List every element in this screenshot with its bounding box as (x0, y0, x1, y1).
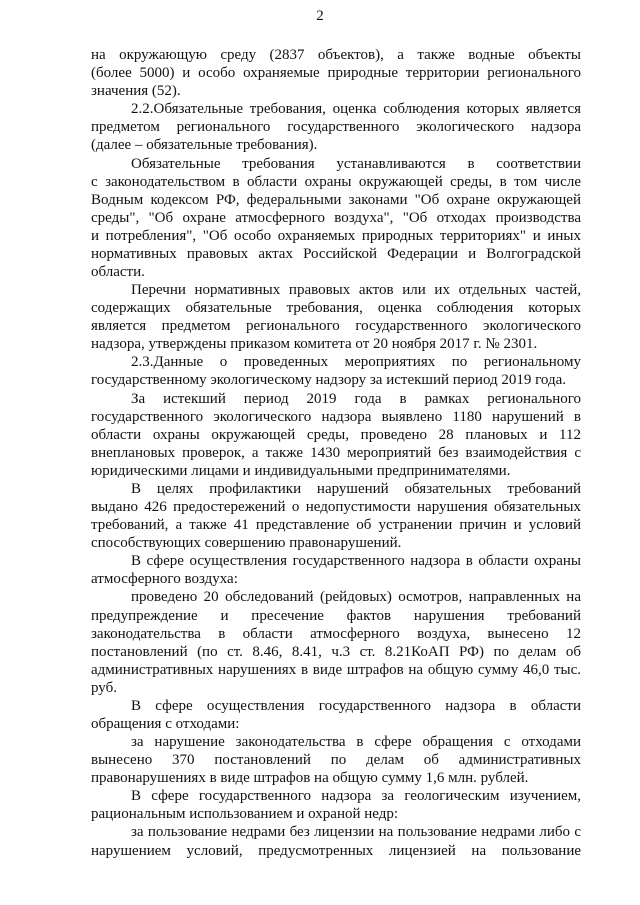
text-line: значения (52). (91, 83, 181, 100)
text-line: требований, а также 41 представление об устранении причин и условий (91, 517, 581, 534)
text-line: 2.2.Обязательные требования, оценка соблюдения которых является (131, 101, 581, 118)
text-line: за нарушение законодательства в сфере обращения с отходами (131, 734, 581, 750)
text-line: выдано 426 предостережений о недопустимости нарушения обязательных (91, 499, 581, 515)
text-line: Перечни нормативных правовых актов или их отдельных частей, (131, 282, 581, 298)
text-line: и потребления", "Об особо охраняемых природных территориях" и иных (91, 227, 581, 244)
text-line: области. (91, 264, 145, 280)
text-line: с законодательством в области охраны окружающей среды, в том числе (91, 173, 581, 190)
text-line: внеплановых проверок, а также 1430 мероприятий без взаимодействия с (91, 444, 581, 461)
text-line: нарушением условий, предусмотренных лицензией на пользование (91, 842, 581, 859)
text-line: на окружающую среду (2837 объектов), а также водные объекты (91, 47, 581, 63)
text-line: Обязательные требования устанавливаются в соответствии (131, 155, 581, 172)
text-line: юридическими лицами и индивидуальными предпринимателями. (91, 462, 511, 479)
text-line: рациональным использованием и охраной недр: (91, 806, 399, 823)
text-line: Водным кодексом РФ, федеральными законами "Об охране окружающей (91, 191, 581, 208)
text-line: атмосферного воздуха: (91, 571, 238, 588)
page-number: 2 (316, 8, 324, 24)
text-line: проведено 20 обследований (рейдовых) осмотров, направленных на (131, 589, 581, 606)
text-line: (далее – обязательные требования). (91, 137, 318, 154)
text-line: вынесено 370 постановлений по делам об административных (91, 752, 581, 769)
text-line: За истекший период 2019 года в рамках регионального (131, 390, 581, 407)
text-line: 2.3.Данные о проведенных мероприятиях по региональному (131, 354, 581, 371)
text-line: нормативных правовых актах Российской Федерации и Волгоградской (91, 245, 581, 262)
text-line: В целях профилактики нарушений обязательных требований (131, 480, 581, 497)
text-line: предметом регионального государственного экологического надзора (91, 119, 581, 136)
text-line: В сфере государственного надзора за геологическим изучением, (131, 788, 581, 805)
text-line: области охраны окружающей среды, проведено 28 плановых и 112 (91, 426, 581, 443)
text-line: В сфере осуществления государственного надзора в области охраны (131, 553, 581, 570)
text-line: обращения с отходами: (91, 716, 240, 732)
text-line: правонарушениях в виде штрафов на общую сумму 1,6 млн. рублей. (91, 770, 529, 787)
text-line: постановлений (по ст. 8.46, 8.41, ч.3 ст. 8.21КоАП РФ) по делам об (91, 643, 581, 660)
text-line: способствующих совершению правонарушений. (91, 535, 402, 552)
text-line: за пользование недрами без лицензии на пользование недрами либо с (131, 824, 581, 841)
text-line: административных нарушениях в виде штрафов на общую сумму 46,0 тыс. (91, 661, 581, 678)
text-line: государственного экологического надзора выявлено 1180 нарушений в (91, 408, 581, 425)
text-line: государственному экологическому надзору за истекший период 2019 года. (91, 372, 567, 389)
text-line: руб. (91, 679, 117, 696)
text-line: законодательства в области атмосферного воздуха, вынесено 12 (91, 625, 581, 642)
text-line: среды", "Об охране атмосферного воздуха", "Об отходах производства (91, 209, 581, 226)
text-line: (более 5000) и особо охраняемые природные территории регионального (91, 65, 581, 82)
text-line: является предметом регионального государственного экологического (91, 318, 581, 335)
text-line: надзора, утверждены приказом комитета от 20 ноября 2017 г. № 2301. (91, 336, 538, 353)
text-line: содержащих обязательные требования, оценка соблюдения которых (91, 300, 581, 317)
text-line: предупреждение и пресечение фактов нарушения требований (91, 607, 581, 624)
text-line: В сфере осуществления государственного надзора в области (131, 697, 581, 714)
